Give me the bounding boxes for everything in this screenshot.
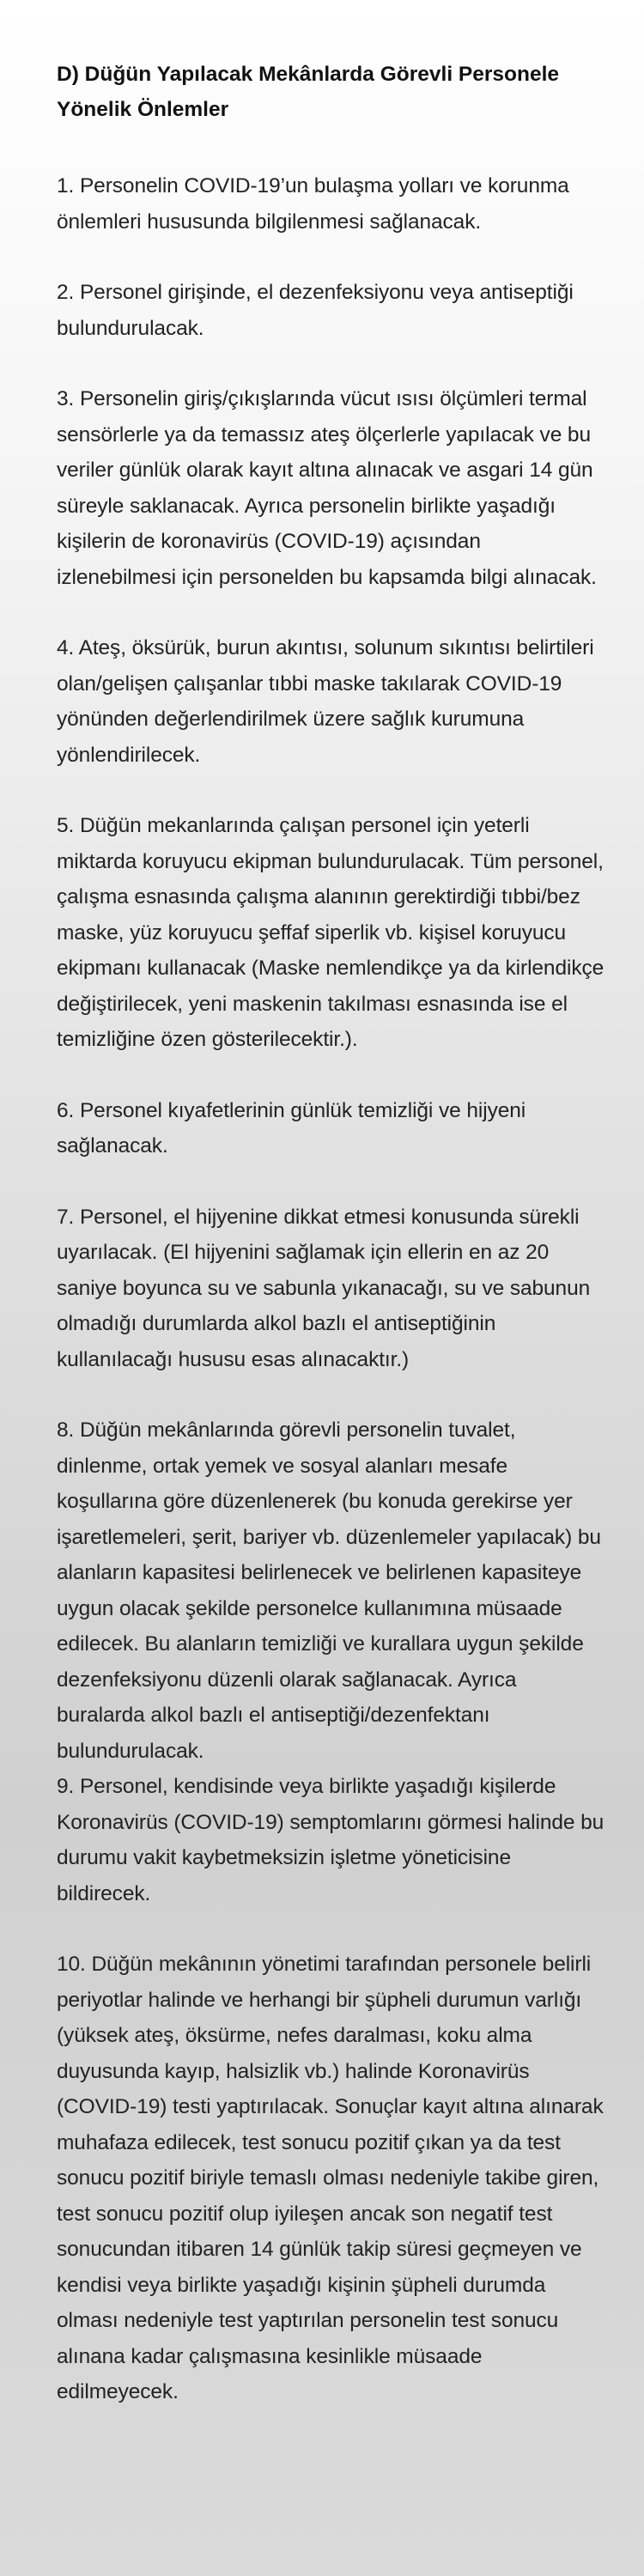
measure-item-1: 1. Personelin COVID-19’un bulaşma yolları ve korunma önlemleri hususunda bilgilenmesi sağlanacak. bbox=[57, 174, 569, 234]
section-heading: D) Düğün Yapılacak Mekânlarda Görevli Personele Yönelik Önlemler bbox=[57, 63, 560, 121]
measure-item-4: 4. Ateş, öksürük, burun akıntısı, solunum sıkıntısı belirtileri olan/gelişen çalışanlar tıbbi maske takılarak COVID-19 yönünden değerlendirilmek üzere sağlık kurumuna yönlendirilecek. bbox=[57, 636, 594, 767]
measure-item-10: 10. Düğün mekânının yönetimi tarafından personele belirli periyotlar halinde ve herhangi bir şüpheli durumun varlığı (yüksek ateş, öksürme, nefes daralması, koku alma duyusunda kayıp, halsizlik vb.) halinde Koronavirüs (COVID-19) testi yaptırılacak. Sonuçlar kayıt altına alınarak muhafaza edilecek, test sonucu pozitif çıkan ya da test sonucu pozitif biriyle temaslı olması nedeniyle takibe giren, test sonucu pozitif olup iyileşen ancak son negatif test sonucundan itibaren 14 günlük takip süresi geçmeyen ve kendisi veya birlikte yaşadığı kişinin şüpheli durumda olması nedeniyle test yaptırılan personelin test sonucu alınana kadar çalışmasına kesinlikle müsaade edilmeyecek. bbox=[57, 1953, 604, 2403]
measure-item-6: 6. Personel kıyafetlerinin günlük temizliği ve hijyeni sağlanacak. bbox=[57, 1098, 526, 1157]
measure-item-2: 2. Personel girişinde, el dezenfeksiyonu veya antiseptiği bulundurulacak. bbox=[57, 281, 574, 340]
measure-item-3: 3. Personelin giriş/çıkışlarında vücut ısısı ölçümleri termal sensörlerle ya da temassız ateş ölçerlerle yapılacak ve bu veriler günlük olarak kayıt altına alınacak ve asgari 14 gün süreyle saklanacak. Ayrıca personelin birlikte yaşadığı kişilerin de koronavirüs (COVID-19) açısından izlenebilmesi için personelden bu kapsamda bilgi alınacak. bbox=[57, 387, 597, 589]
measure-item-9: 9. Personel, kendisinde veya birlikte yaşadığı kişilerde Koronavirüs (COVID-19) semptomlarını görmesi halinde bu durumu vakit kaybetmeksizin işletme yöneticisine bildirecek. bbox=[57, 1775, 605, 1905]
measure-item-8: 8. Düğün mekânlarında görevli personelin tuvalet, dinlenme, ortak yemek ve sosyal alanları mesafe koşullarına göre düzenlenerek (bu konuda gerekirse yer işaretlemeleri, şerit, bariyer vb. düzenlemeler yapılacak) bu alanların kapasitesi belirlenecek ve belirlenen kapasiteye uygun olacak şekilde personelce kullanımına müsaade edilecek. Bu alanların temizliği ve kurallara uygun şekilde dezenfeksiyonu düzenli olarak sağlanacak. Ayrıca buralarda alkol bazlı el antiseptiği/dezenfektanı bulundurulacak. bbox=[57, 1419, 601, 1763]
measure-item-5: 5. Düğün mekanlarında çalışan personel için yeterli miktarda koruyucu ekipman bulundurulacak. Tüm personel, çalışma esnasında çalışma alanının gerektirdiği tıbbi/bez maske, yüz koruyucu şeffaf siperlik vb. kişisel koruyucu ekipmanı kullanacak (Maske nemlendikçe ya da kirlendikçe değiştirilecek, yeni maskenin takılması esnasında ise el temizliğine özen gösterilecektir.). bbox=[57, 814, 605, 1051]
measure-item-7: 7. Personel, el hijyenine dikkat etmesi konusunda sürekli uyarılacak. (El hijyenini sağlamak için ellerin en az 20 saniye boyunca su ve sabunla yıkanacağı, su ve sabunun olmadığı durumlarda alkol bazlı el antiseptiğinin kullanılacağı hususu esas alınacaktır.) bbox=[57, 1205, 591, 1371]
